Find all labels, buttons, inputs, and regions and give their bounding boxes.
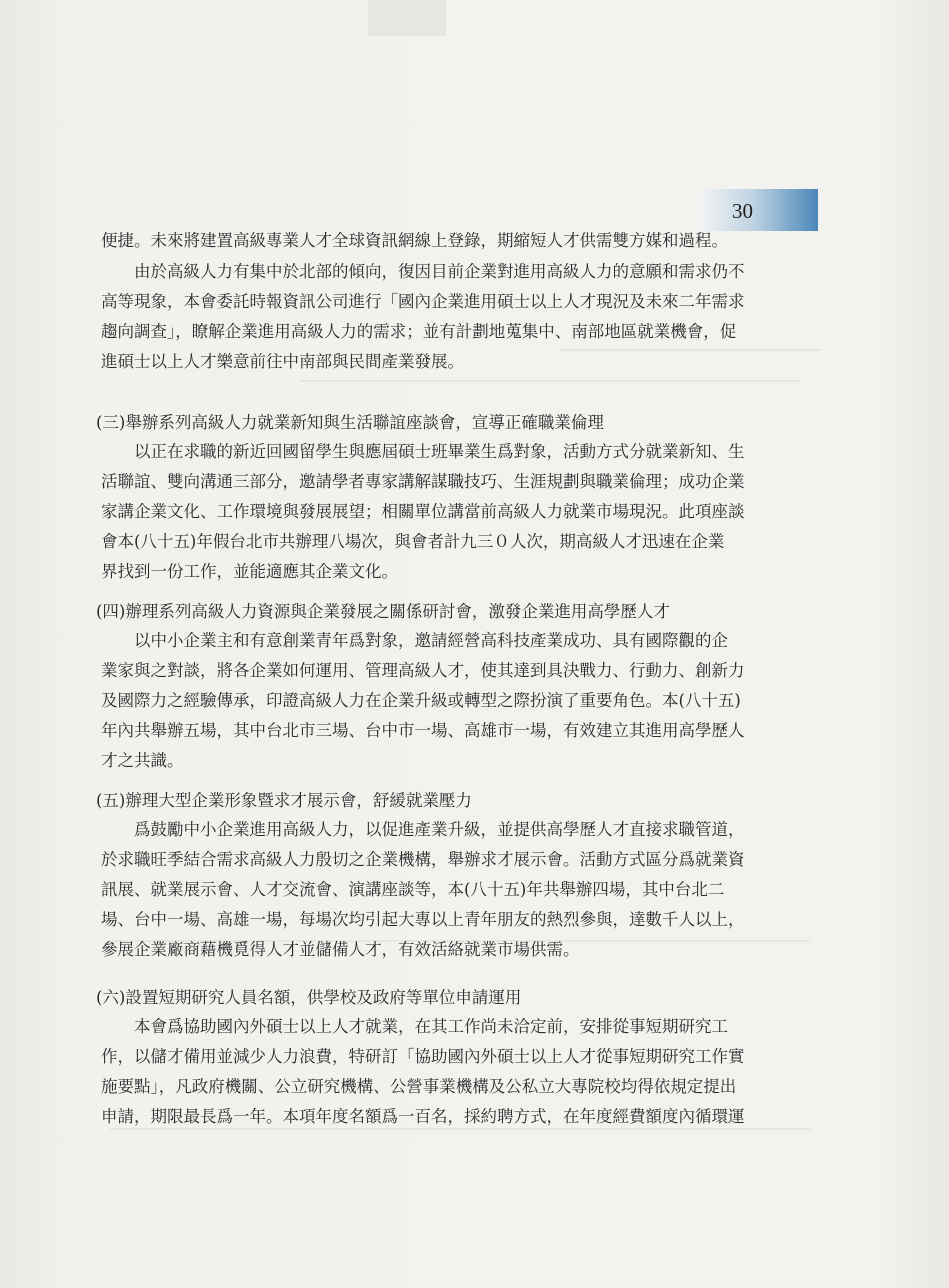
paragraph-line: 參展企業廠商藉機覓得人才並儲備人才，有效活絡就業市場供需。 (101, 940, 580, 959)
paragraph-line: 施要點」，凡政府機關、公立研究機構、公營事業機構及公私立大專院校均得依規定提出 (101, 1077, 737, 1096)
section-heading: (六)設置短期研究人員名額，供學校及政府等單位申請運用 (96, 988, 522, 1007)
paragraph-line: 界找到一份工作，並能適應其企業文化。 (101, 562, 398, 581)
paragraph-line: 以正在求職的新近回國留學生與應屆碩士班畢業生爲對象，活動方式分就業新知、生 (101, 442, 745, 461)
paragraph-line: 會本(八十五)年假台北市共辦理八場次，與會者計九三０人次，期高級人才迅速在企業 (101, 532, 725, 551)
bleed-through-mark (300, 380, 800, 382)
page-number: 30 (732, 199, 753, 223)
paragraph-line: 及國際力之經驗傳承，印證高級人力在企業升級或轉型之際扮演了重要角色。本(八十五) (101, 691, 741, 710)
paragraph-line: 趨向調查」，瞭解企業進用高級人力的需求；並有計劃地蒐集中、南部地區就業機會，促 (101, 322, 737, 341)
scan-smudge (368, 0, 446, 36)
paragraph-line: 作，以儲才備用並減少人力浪費，特研訂「協助國內外碩士以上人才從事短期研究工作實 (101, 1047, 745, 1066)
bleed-through-mark (560, 349, 820, 351)
paragraph-line: 場、台中一場、高雄一場，每場次均引起大專以上青年朋友的熱烈參與，達數千人以上， (101, 910, 745, 929)
bleed-through-mark (110, 1128, 810, 1130)
section-heading: (四)辦理系列高級人力資源與企業發展之關係研討會，激發企業進用高學歷人才 (96, 602, 670, 621)
paragraph-line: 申請，期限最長爲一年。本項年度名額爲一百名，採約聘方式，在年度經費額度內循環運 (101, 1107, 745, 1126)
paragraph-line: 本會爲協助國內外碩士以上人才就業，在其工作尚未洽定前，安排從事短期研究工 (101, 1017, 728, 1036)
page-number-tab (700, 189, 818, 231)
paragraph-line: 年內共舉辦五場，其中台北市三場、台中市一場、高雄市一場，有效建立其進用高學歷人 (101, 721, 745, 740)
paragraph-line: 家講企業文化、工作環境與發展展望；相關單位講當前高級人力就業市場現況。此項座談 (101, 502, 745, 521)
paragraph-line: 活聯誼、雙向溝通三部分，邀請學者專家講解謀職技巧、生涯規劃與職業倫理；成功企業 (101, 472, 745, 491)
section-heading: (三)舉辦系列高級人力就業新知與生活聯誼座談會，宣導正確職業倫理 (96, 413, 604, 432)
paragraph-line: 於求職旺季結合需求高級人力殷切之企業機構，舉辦求才展示會。活動方式區分爲就業資 (101, 850, 745, 869)
section-heading: (五)辦理大型企業形象暨求才展示會，舒緩就業壓力 (96, 791, 472, 810)
paragraph-line: 由於高級人力有集中於北部的傾向，復因目前企業對進用高級人力的意願和需求仍不 (101, 262, 745, 281)
paragraph-line: 便捷。未來將建置高級專業人才全球資訊網線上登錄，期縮短人才供需雙方媒和過程。 (101, 231, 728, 250)
paragraph-line: 爲鼓勵中小企業進用高級人力，以促進產業升級，並提供高學歷人才直接求職管道， (101, 820, 745, 839)
paragraph-line: 業家與之對談，將各企業如何運用、管理高級人才，使其達到具決戰力、行動力、創新力 (101, 661, 745, 680)
paragraph-line: 訊展、就業展示會、人才交流會、演講座談等，本(八十五)年共舉辦四場，其中台北二 (101, 880, 725, 899)
paragraph-line: 進碩士以上人才樂意前往中南部與民間產業發展。 (101, 352, 464, 371)
paragraph-line: 才之共識。 (101, 751, 184, 770)
paragraph-line: 以中小企業主和有意創業青年爲對象，邀請經營高科技產業成功、具有國際觀的企 (101, 631, 728, 650)
paragraph-line: 高等現象，本會委託時報資訊公司進行「國內企業進用碩士以上人才現況及未來二年需求 (101, 292, 745, 311)
